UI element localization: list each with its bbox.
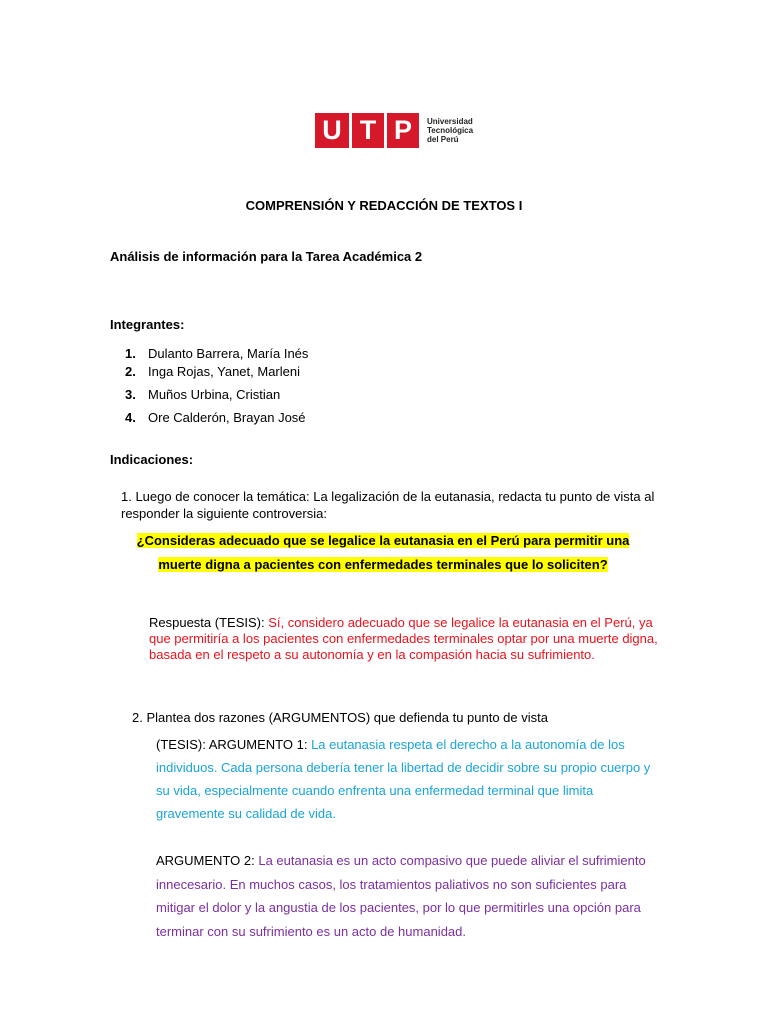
indication-2: 2. Plantea dos razones (ARGUMENTOS) que defienda tu punto de vista — [132, 710, 548, 725]
logo-letter-p: P — [387, 113, 419, 148]
logo-letter-u: U — [315, 113, 349, 148]
argument-1 — [156, 733, 656, 825]
member-item — [125, 346, 308, 361]
argument-2-text: La eutanasia es un acto compasivo que puede aliviar el sufrimiento innecesario. En muchos casos, los tratamientos paliativos no son suficientes para mitigar el dolor y la angustia de los pacientes, por lo que permitirles una opción para terminar con su sufrimiento es un acto de humanidad. — [156, 853, 646, 939]
integrantes-heading: Integrantes: — [110, 317, 185, 332]
argument-1-text: La eutanasia respeta el derecho a la autonomía de los individuos. Cada persona debería tener la libertad de decidir sobre su propio cuerpo y su vida, especialmente cuando enfrenta una enfermedad terminal que limita gravemente su calidad de vida. — [156, 737, 651, 821]
logo-line-1: Universidad — [427, 117, 473, 126]
argument-2 — [156, 849, 666, 943]
utp-logo-mark — [315, 113, 422, 148]
member-number: 4. — [125, 410, 136, 425]
argument-2-label: ARGUMENTO 2: — [156, 853, 259, 868]
logo-letter-t: T — [352, 113, 384, 148]
controversy-question — [112, 529, 654, 577]
member-item — [125, 387, 280, 402]
member-name: Inga Rojas, Yanet, Marleni — [148, 364, 300, 379]
response-text: Sí, considero adecuado que se legalice la eutanasia en el Perú, ya que permitiría a los pacientes con enfermedades terminales optar por una muerte digna, basada en el respeto a su autonomía y en la compasión hacia su sufrimiento. — [149, 615, 658, 662]
logo-line-2: Tecnológica — [427, 126, 474, 135]
document-title: COMPRENSIÓN Y REDACCIÓN DE TEXTOS I — [245, 198, 523, 213]
response-label: Respuesta (TESIS): — [149, 615, 269, 630]
utp-logo — [315, 113, 473, 148]
question-line-2: muerte digna a pacientes con enfermedades terminales que lo soliciten? — [158, 557, 608, 572]
member-item — [125, 410, 306, 425]
response-thesis — [149, 615, 669, 663]
member-name: Dulanto Barrera, María Inés — [148, 346, 309, 361]
logo-wordmark — [427, 117, 473, 144]
argument-1-label: (TESIS): ARGUMENTO 1: — [156, 737, 312, 752]
indicaciones-heading: Indicaciones: — [110, 452, 194, 467]
member-name: Ore Calderón, Brayan José — [148, 410, 306, 425]
logo-line-3: del Perú — [427, 135, 459, 144]
member-number: 2. — [125, 364, 136, 379]
document-subtitle: Análisis de información para la Tarea Académica 2 — [110, 249, 423, 264]
member-item — [125, 364, 300, 379]
member-name: Muños Urbina, Cristian — [148, 387, 281, 402]
member-number: 3. — [125, 387, 136, 402]
member-number: 1. — [125, 346, 136, 361]
question-line-1: ¿Consideras adecuado que se legalice la eutanasia en el Perú para permitir una — [136, 533, 630, 548]
indication-1: 1. Luego de conocer la temática: La legalización de la eutanasia, redacta tu punto de vista al responder la siguiente controversia: — [121, 489, 655, 521]
